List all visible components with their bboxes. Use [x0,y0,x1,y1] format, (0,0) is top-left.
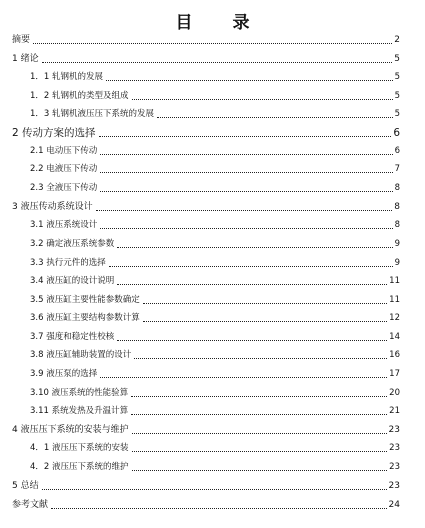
toc-entry[interactable] [30,70,400,84]
toc-entry[interactable] [12,33,400,47]
toc-entry-page: 14 [389,332,400,342]
toc-entry-page: 5 [394,54,400,64]
toc-entry-page: 5 [394,109,400,119]
toc-entry[interactable] [30,367,400,381]
toc-leader-dots [132,459,388,471]
toc-entry[interactable] [30,386,400,400]
toc-entry[interactable] [30,237,400,251]
toc-entry-label: 1．3 轧钢机液压压下系统的发展 [30,109,155,119]
toc-entry[interactable] [30,162,400,176]
toc-entry-label: 1．2 轧钢机的类型及组成 [30,91,129,101]
toc-leader-dots [100,143,392,155]
toc-entry-page: 8 [394,220,400,230]
toc-leader-dots [100,217,392,229]
toc-entry[interactable] [12,52,400,66]
toc-entry[interactable] [30,348,400,362]
toc-entry[interactable] [30,460,400,474]
toc-leader-dots [117,329,387,341]
toc-entry[interactable] [30,89,400,103]
toc-leader-dots [132,88,393,100]
toc-entry-page: 11 [389,276,400,286]
toc-entry-page: 23 [388,425,400,435]
toc-entry[interactable] [30,293,400,307]
toc-leader-dots [100,180,392,192]
toc-entry-label: 3.8 液压缸辅助装置的设计 [30,350,132,360]
toc-leader-dots [51,497,387,509]
toc-entry-label: 2.3 全液压下传动 [30,183,98,193]
toc-entry-label: 3.2 确定液压系统参数 [30,239,115,249]
toc-entry-page: 20 [389,388,400,398]
toc-entry-page: 23 [389,462,400,472]
toc-entry-label: 3.5 液压缸主要性能参数确定 [30,295,140,305]
toc-leader-dots [134,347,387,359]
toc-entry-page: 5 [394,91,400,101]
toc-leader-dots [132,440,388,452]
toc-entry[interactable] [30,107,400,121]
toc-leader-dots [99,125,392,137]
toc-entry-page: 8 [394,183,400,193]
toc-leader-dots [96,199,393,211]
toc-entry-label: 4．1 液压压下系统的安装 [30,443,129,453]
toc-entry-page: 21 [389,406,400,416]
toc-entry[interactable] [30,274,400,288]
toc-leader-dots [100,161,392,173]
toc-entry-label: 2.2 电液压下传动 [30,164,98,174]
toc-entry-label: 3.9 液压泵的选择 [30,369,98,379]
toc-entry[interactable] [30,441,400,455]
toc-leader-dots [42,478,387,490]
toc-entry-label: 摘要 [12,35,31,45]
toc-leader-dots [106,69,393,81]
toc-entry-page: 24 [388,500,400,510]
toc-entry[interactable] [12,479,400,493]
toc-entry[interactable] [30,404,400,418]
toc-entry-label: 5 总结 [12,481,39,491]
toc-entry[interactable] [12,423,400,437]
toc-entry-page: 23 [388,481,400,491]
toc-entry-page: 12 [389,313,400,323]
toc-leader-dots [143,310,387,322]
toc-entry-page: 6 [394,146,400,156]
toc-entry-page: 9 [394,239,400,249]
toc-title-char-2: 录 [232,13,250,33]
toc-entry-page: 6 [393,127,400,139]
toc-entry-page: 16 [389,350,400,360]
toc-entry-label: 3.11 系统发热及升温计算 [30,406,129,416]
toc-entry-label: 1．1 轧钢机的发展 [30,72,104,82]
toc-entry[interactable] [30,311,400,325]
toc-leader-dots [117,236,392,248]
toc-title-char-1: 目 [175,13,193,33]
toc-entry-label: 参考文献 [12,500,49,510]
toc-entry-label: 3.6 液压缸主要结构参数计算 [30,313,140,323]
toc-title [0,8,425,33]
toc-entry[interactable] [12,126,400,140]
toc-entry[interactable] [30,256,400,270]
toc-leader-dots [117,273,387,285]
toc-entry-label: 3.10 液压系统的性能验算 [30,388,129,398]
toc-entry-page: 2 [394,35,400,45]
toc-entry-label: 3.7 强度和稳定性校核 [30,332,115,342]
toc-entry-label: 3.3 执行元件的选择 [30,258,106,268]
toc-leader-dots [131,403,387,415]
toc-entry[interactable] [30,218,400,232]
toc-leader-dots [131,385,387,397]
toc-entry-label: 3.1 液压系统设计 [30,220,98,230]
toc-leader-dots [42,51,393,63]
toc-entry-page: 8 [394,202,400,212]
toc-leader-dots [143,292,387,304]
toc-entry-label: 2.1 电动压下传动 [30,146,98,156]
toc-entry[interactable] [12,200,400,214]
toc-leader-dots [157,106,393,118]
toc-entry-label: 3 液压传动系统设计 [12,202,93,212]
toc-entry-label: 4．2 液压压下系统的维护 [30,462,129,472]
toc-entry[interactable] [12,498,400,512]
toc-leader-dots [33,32,392,44]
toc-entry-label: 4 液压压下系统的安装与维护 [12,425,129,435]
toc-entry[interactable] [30,330,400,344]
toc-entry-label: 2 传动方案的选择 [12,127,96,139]
toc-entry[interactable] [30,144,400,158]
toc-entry-page: 23 [389,443,400,453]
toc-leader-dots [132,422,387,434]
toc-entry[interactable] [30,181,400,195]
toc-entry-page: 7 [394,164,400,174]
toc-entry-label: 1 绪论 [12,54,39,64]
toc-leader-dots [109,255,393,267]
toc-entry-page: 9 [394,258,400,268]
toc-entry-page: 5 [394,72,400,82]
toc-leader-dots [100,366,387,378]
toc-entry-page: 11 [389,295,400,305]
toc-entry-page: 17 [389,369,400,379]
toc-entry-label: 3.4 液压缸的设计说明 [30,276,115,286]
